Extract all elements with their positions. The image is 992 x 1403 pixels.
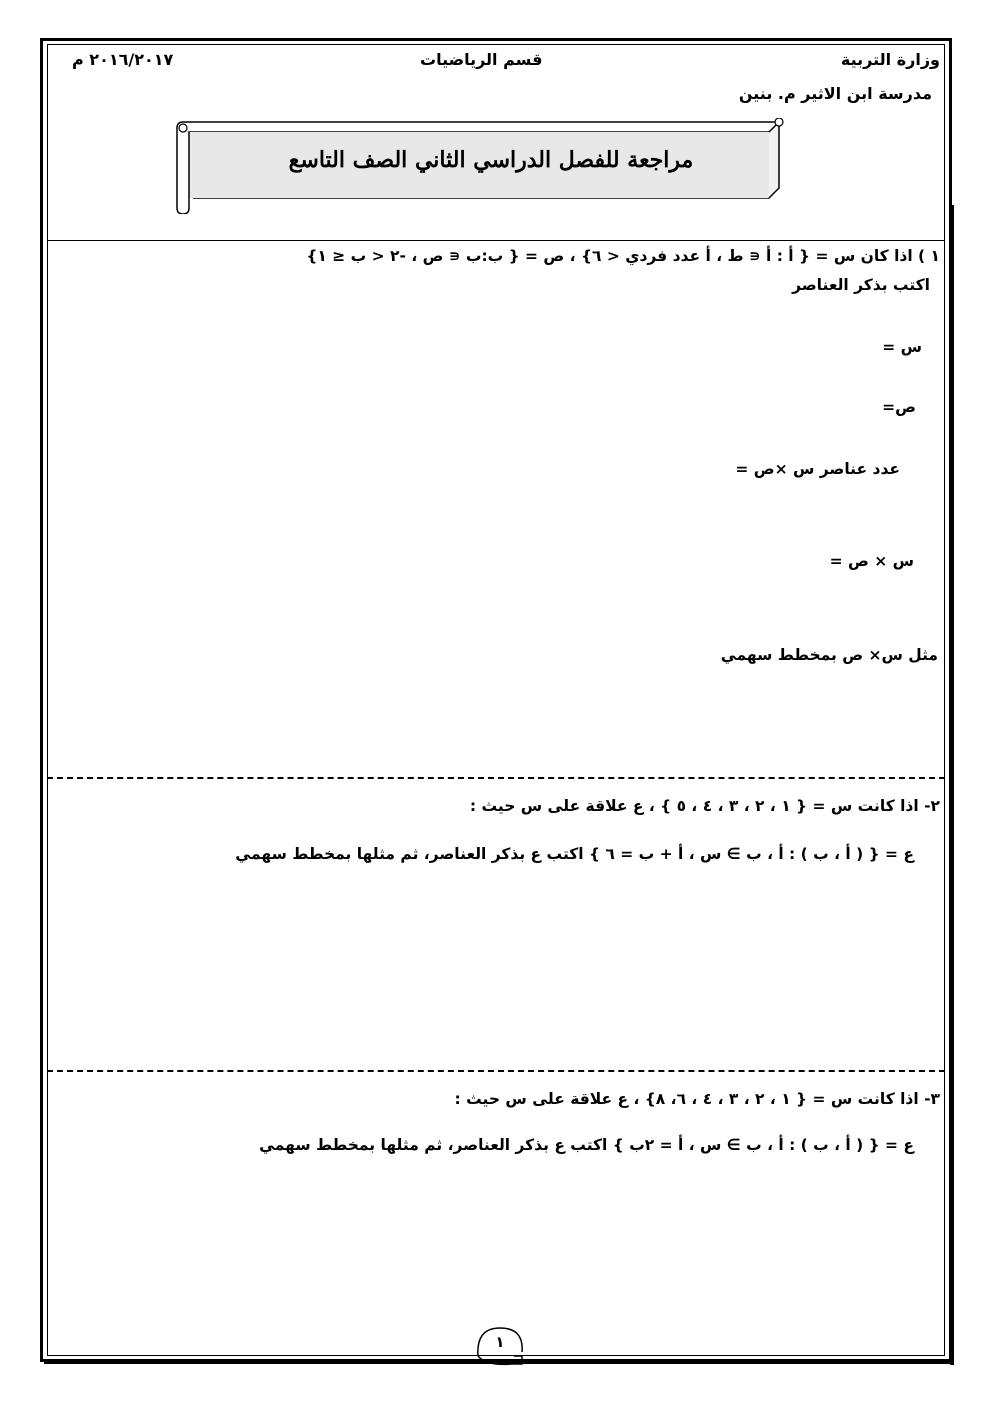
separator-q2-q3 xyxy=(47,1070,945,1072)
q1-cardinality: عدد عناصر س ×ص = xyxy=(735,460,900,478)
q1-cartesian-product: س × ص = xyxy=(829,552,914,570)
school-name: مدرسة ابن الاثير م. بنين xyxy=(738,84,932,103)
q3-statement: ٣- اذا كانت س = { ١ ، ٢ ، ٣ ، ٤ ، ٦، ٨} ، ع علاقة على س حيث : xyxy=(454,1090,940,1108)
q1-statement: ١ ) اذا كان س = { أ : أ ∊ ط ، أ عدد فردي < ٦} ، ص = { ب:ب ∊ ص ، -٢ < ب ≤ ١} xyxy=(306,247,940,265)
q1-arrow-diagram: مثل س× ص بمخطط سهمي xyxy=(720,646,938,664)
q1-set-sad: ص= xyxy=(882,398,916,416)
page-number-badge xyxy=(470,1322,530,1368)
separator-q1-q2 xyxy=(47,777,945,779)
border-shadow-right xyxy=(950,205,954,1365)
q2-statement: ٢- اذا كانت س = { ١ ، ٢ ، ٣ ، ٤ ، ٥ } ، ع علاقة على س حيث : xyxy=(469,797,940,815)
q1-set-s: س = xyxy=(882,338,922,356)
q1-instruction: اكتب بذكر العناصر xyxy=(792,276,930,294)
school-year: ٢٠١٦/٢٠١٧ م xyxy=(72,50,174,69)
title-banner xyxy=(173,118,785,214)
banner-title: مراجعة للفصل الدراسي الثاني الصف التاسع xyxy=(288,147,694,173)
header-separator xyxy=(47,240,945,241)
q2-relation: ع = { ( أ ، ب ) : أ ، ب ∋ س ، أ + ب = ٦ } اكتب ع بذكر العناصر، ثم مثلها بمخطط سهمي xyxy=(235,845,914,863)
department-name: قسم الرياضيات xyxy=(420,50,543,69)
ministry-name: وزارة التربية xyxy=(840,50,940,69)
q3-relation: ع = { ( أ ، ب ) : أ ، ب ∋ س ، أ = ٢ب } اكتب ع بذكر العناصر، ثم مثلها بمخطط سهمي xyxy=(259,1136,914,1154)
page-number: ١ xyxy=(495,1333,505,1351)
